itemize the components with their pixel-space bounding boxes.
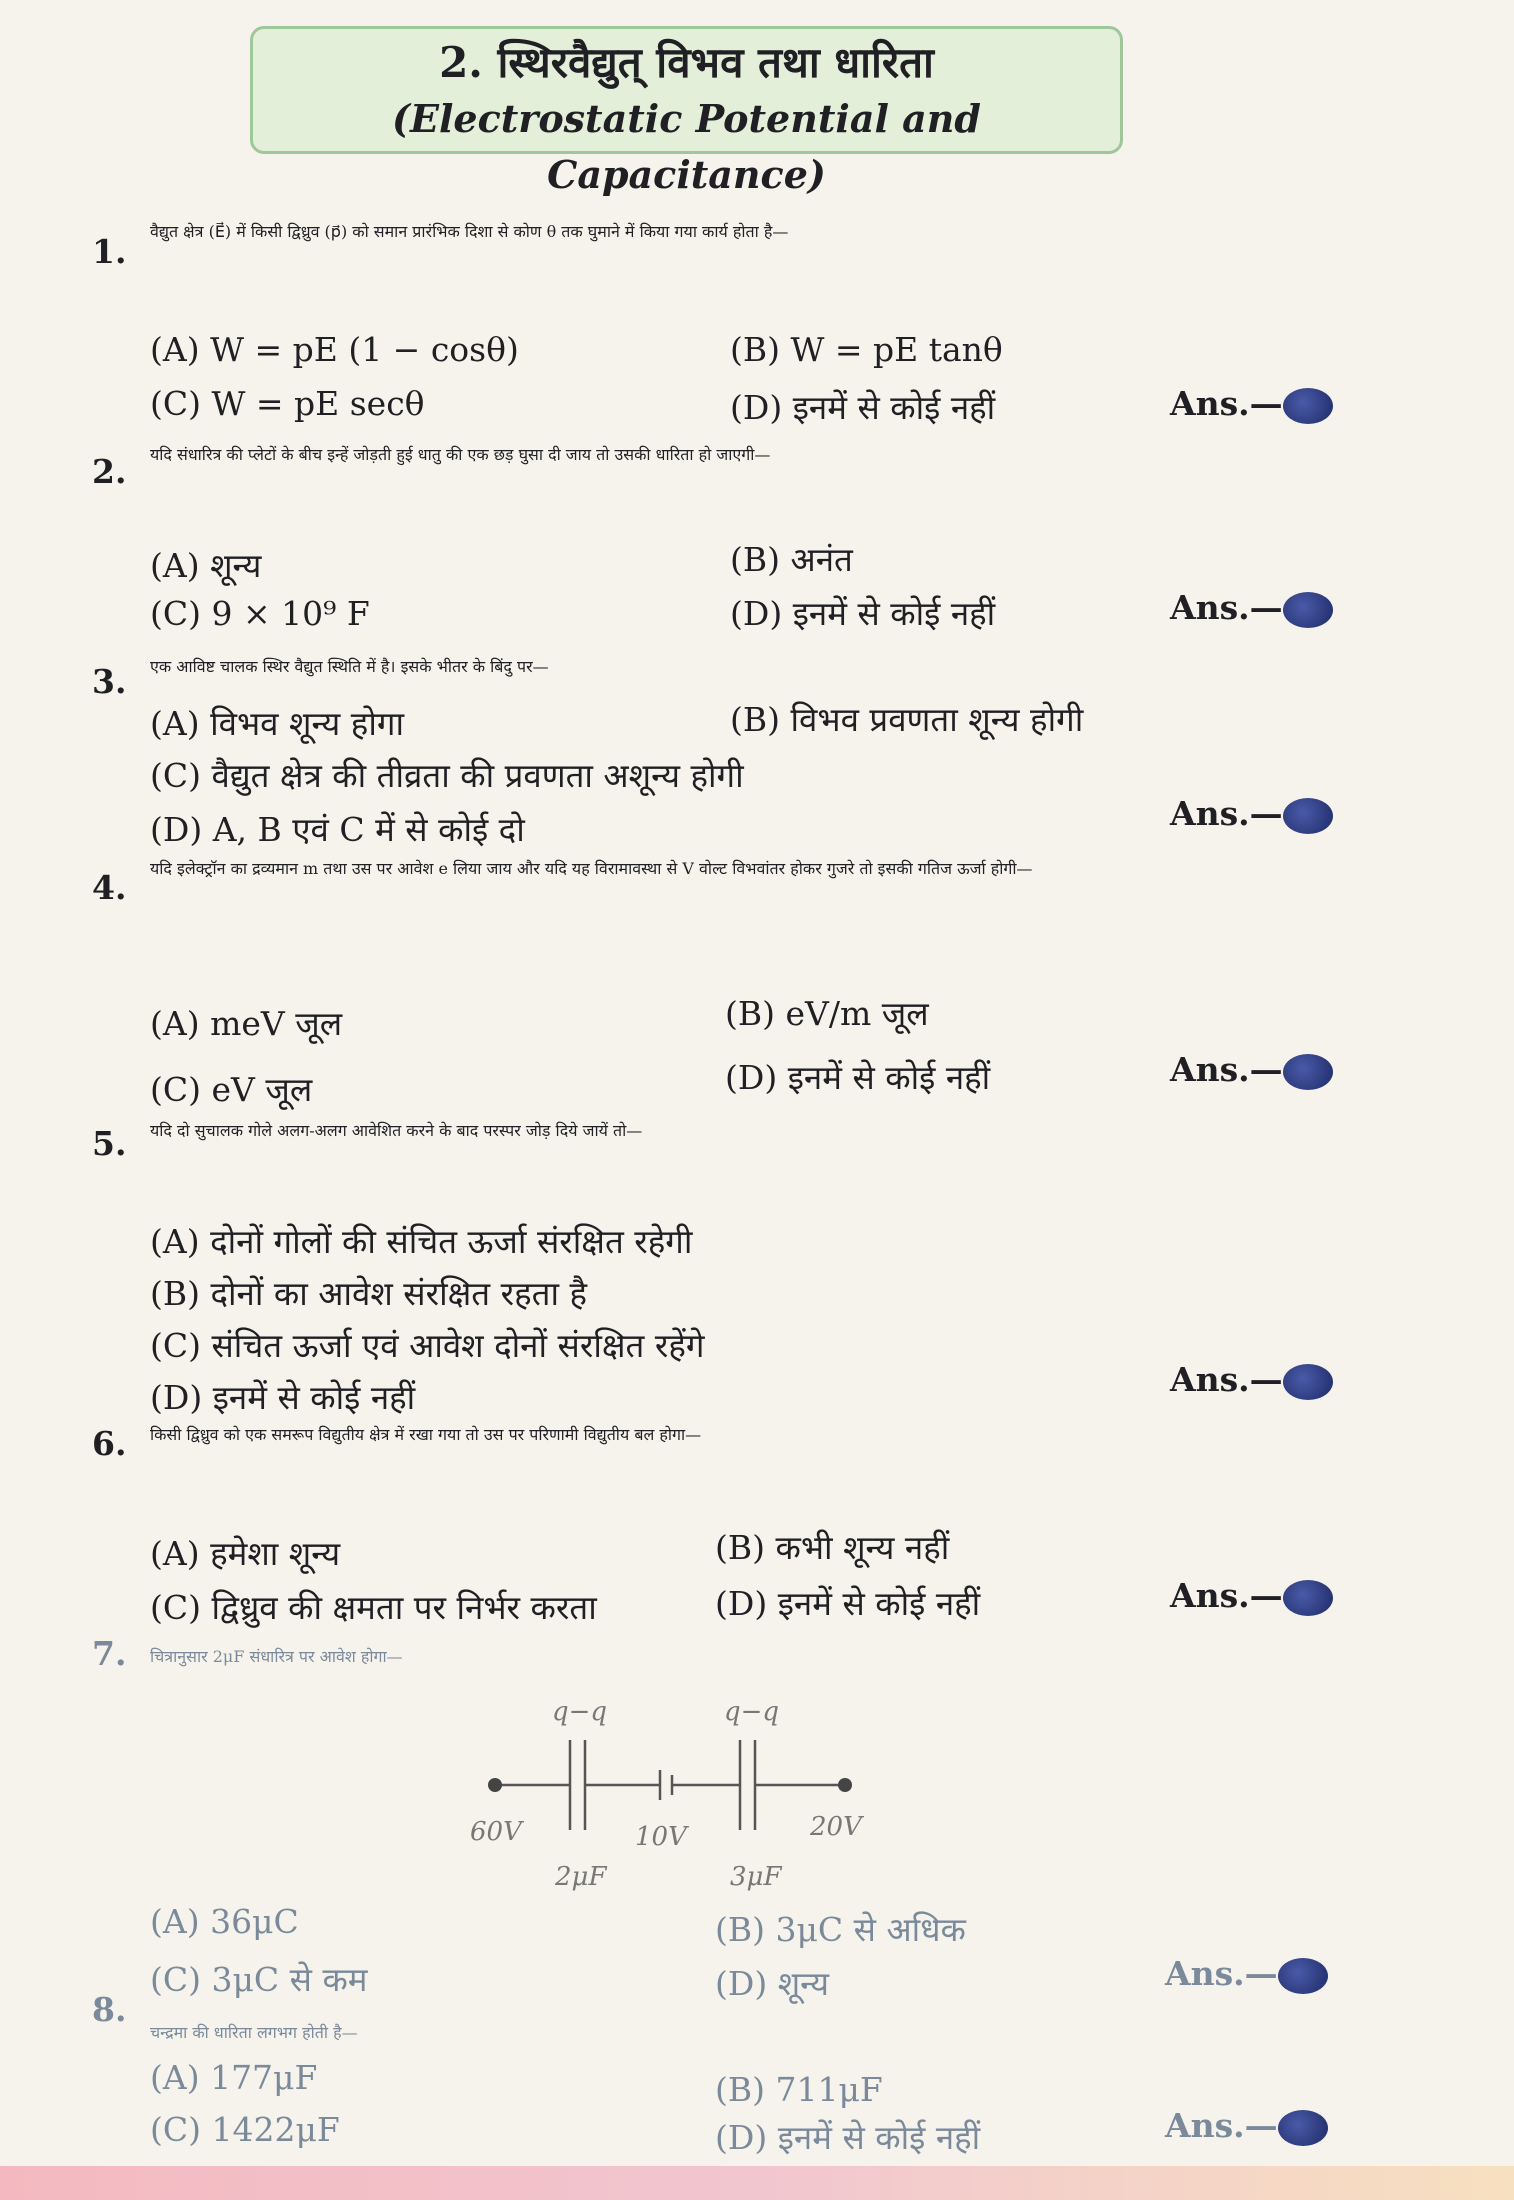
ink-blot-icon — [1283, 1364, 1333, 1400]
option-b: (B) अनंत — [730, 540, 853, 579]
question-text: किसी द्विध्रुव को एक समरूप विद्युतीय क्षेत्र में रखा गया तो उस पर परिणामी विद्युतीय बल होगा— — [150, 1425, 702, 1444]
capacitance-label: 2μF — [555, 1862, 607, 1892]
question-text: यदि संधारित्र की प्लेटों के बीच इन्हें जोड़ती हुई धातु की एक छड़ घुसा दी जाय तो उसकी धारिता हो जाएगी— — [150, 445, 771, 464]
option-d: (D) इनमें से कोई नहीं — [730, 388, 996, 427]
answer-marker — [1170, 588, 1333, 628]
option-d: (D) इनमें से कोई नहीं — [730, 594, 996, 633]
question-number: 6. — [92, 1424, 127, 1463]
option-c: (C) वैद्युत क्षेत्र की तीव्रता की प्रवणता अशून्य होगी — [150, 756, 744, 795]
question-number: 1. — [92, 232, 127, 271]
question-number: 7. — [92, 1634, 127, 1673]
option-b: (B) दोनों का आवेश संरक्षित रहता है — [150, 1274, 587, 1313]
option-a: (A) शून्य — [150, 546, 262, 585]
option-b: (B) विभव प्रवणता शून्य होगी — [730, 700, 1084, 739]
answer-marker — [1170, 384, 1333, 424]
question-number: 3. — [92, 662, 127, 701]
option-d: (D) शून्य — [715, 1964, 830, 2003]
answer-marker — [1170, 794, 1333, 834]
charge-label: q−q — [724, 1697, 780, 1727]
answer-label: Ans.— — [1165, 1954, 1278, 1993]
option-c: (C) संचित ऊर्जा एवं आवेश दोनों संरक्षित रहेंगे — [150, 1326, 705, 1365]
terminal-right — [838, 1778, 852, 1792]
answer-label: Ans.— — [1170, 384, 1283, 423]
ink-blot-icon — [1283, 592, 1333, 628]
ink-blot-icon — [1283, 1054, 1333, 1090]
page-edge-stripe — [0, 2166, 1514, 2200]
charge-label: q−q — [552, 1697, 608, 1727]
option-a: (A) 177μF — [150, 2058, 318, 2097]
option-a: (A) W = pE (1 − cosθ) — [150, 330, 519, 369]
ink-blot-icon — [1283, 798, 1333, 834]
answer-label: Ans.— — [1170, 1050, 1283, 1089]
question-number: 5. — [92, 1124, 127, 1163]
option-a: (A) 36μC — [150, 1902, 299, 1941]
option-c: (C) द्विध्रुव की क्षमता पर निर्भर करता — [150, 1588, 597, 1627]
question-text: वैद्युत क्षेत्र (E⃗) में किसी द्विध्रुव (p⃗) को समान प्रारंभिक दिशा से कोण θ तक घुमाने में किया गया कार्य होता है— — [150, 222, 789, 241]
question-text: एक आविष्ट चालक स्थिर वैद्युत स्थिति में है। इसके भीतर के बिंदु पर— — [150, 657, 549, 676]
chapter-title-english: (Electrostatic Potential and Capacitance) — [392, 96, 981, 197]
question-number: 4. — [92, 868, 127, 907]
option-b: (B) eV/m जूल — [725, 994, 929, 1033]
option-c: (C) 3μC से कम — [150, 1960, 368, 1999]
option-a: (A) दोनों गोलों की संचित ऊर्जा संरक्षित रहेगी — [150, 1222, 693, 1261]
option-d: (D) A, B एवं C में से कोई दो — [150, 810, 525, 849]
question-number: 2. — [92, 452, 127, 491]
terminal-left — [488, 1778, 502, 1792]
option-d: (D) इनमें से कोई नहीं — [715, 1584, 981, 1623]
answer-label: Ans.— — [1165, 2106, 1278, 2145]
option-c: (C) 9 × 10⁹ F — [150, 594, 370, 633]
option-b: (B) कभी शून्य नहीं — [715, 1528, 950, 1567]
ink-blot-icon — [1283, 1580, 1333, 1616]
voltage-label: 60V — [470, 1817, 522, 1847]
option-d: (D) इनमें से कोई नहीं — [725, 1058, 991, 1097]
option-b: (B) 3μC से अधिक — [715, 1910, 966, 1949]
question-text: चित्रानुसार 2μF संधारित्र पर आवेश होगा— — [150, 1647, 403, 1666]
question-text: यदि इलेक्ट्रॉन का द्रव्यमान m तथा उस पर आवेश e लिया जाय और यदि यह विरामावस्था से V वोल्ट विभवांतर होकर गुजरे तो इसकी गतिज ऊर्जा होगी— — [150, 859, 1033, 878]
option-a: (A) विभव शून्य होगा — [150, 704, 405, 743]
option-d: (D) इनमें से कोई नहीं — [150, 1378, 416, 1417]
answer-label: Ans.— — [1170, 794, 1283, 833]
option-d: (D) इनमें से कोई नहीं — [715, 2118, 981, 2157]
capacitance-label: 3μF — [730, 1862, 782, 1892]
question-number: 8. — [92, 1990, 127, 2029]
voltage-label: 20V — [810, 1812, 862, 1842]
question-text: चन्द्रमा की धारिता लगभग होती है— — [150, 2023, 358, 2042]
option-b: (B) 711μF — [715, 2070, 883, 2109]
option-c: (C) eV जूल — [150, 1070, 313, 1109]
ink-blot-icon — [1283, 388, 1333, 424]
option-c: (C) 1422μF — [150, 2110, 340, 2149]
option-a: (A) हमेशा शून्य — [150, 1534, 341, 1573]
answer-marker — [1170, 1050, 1333, 1090]
capacitor-circuit-diagram — [460, 1680, 900, 1910]
answer-marker — [1165, 1954, 1328, 1994]
option-b: (B) W = pE tanθ — [730, 330, 1003, 369]
answer-marker — [1170, 1576, 1333, 1616]
chapter-title-hindi: 2. स्थिरवैद्युत् विभव तथा धारिता — [439, 38, 934, 87]
chapter-title-box — [250, 26, 1123, 197]
ink-blot-icon — [1278, 2110, 1328, 2146]
option-a: (A) meV जूल — [150, 1004, 343, 1043]
answer-marker — [1165, 2106, 1328, 2146]
answer-marker — [1170, 1360, 1333, 1400]
option-c: (C) W = pE secθ — [150, 384, 425, 423]
question-text: यदि दो सुचालक गोले अलग-अलग आवेशित करने के बाद परस्पर जोड़ दिये जायें तो— — [150, 1121, 643, 1140]
answer-label: Ans.— — [1170, 1576, 1283, 1615]
answer-label: Ans.— — [1170, 588, 1283, 627]
answer-label: Ans.— — [1170, 1360, 1283, 1399]
voltage-label: 10V — [635, 1822, 687, 1852]
ink-blot-icon — [1278, 1958, 1328, 1994]
